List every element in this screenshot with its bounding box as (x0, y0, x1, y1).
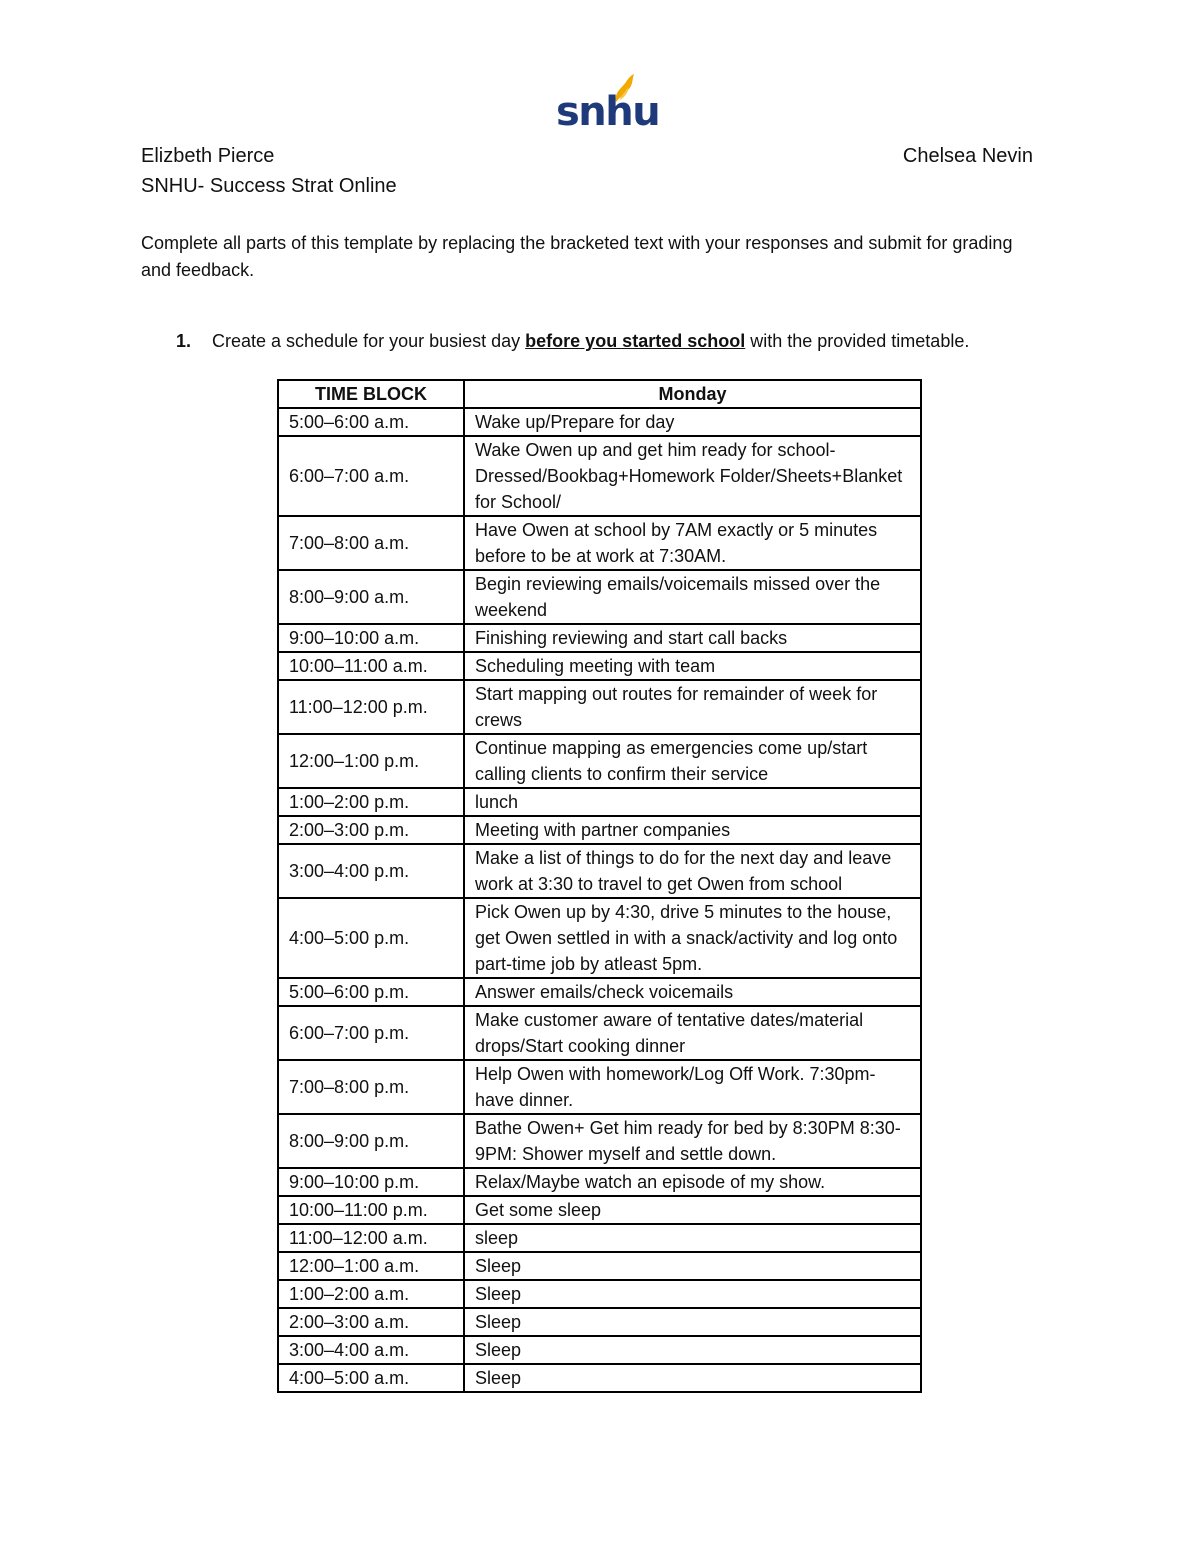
table-row (278, 680, 921, 734)
time-block-cell: 7:00–8:00 a.m. (278, 516, 464, 570)
activity-cell: sleep (464, 1224, 921, 1252)
time-block-cell: 10:00–11:00 a.m. (278, 652, 464, 680)
question-text-after: with the provided timetable. (745, 331, 970, 351)
table-row (278, 624, 921, 652)
time-block-cell: 11:00–12:00 a.m. (278, 1224, 464, 1252)
table-row (278, 1364, 921, 1392)
time-block-cell: 1:00–2:00 p.m. (278, 788, 464, 816)
time-block-cell: 10:00–11:00 p.m. (278, 1196, 464, 1224)
activity-cell: Scheduling meeting with team (464, 652, 921, 680)
question-prompt (176, 329, 969, 353)
table-row (278, 816, 921, 844)
time-block-cell: 5:00–6:00 p.m. (278, 978, 464, 1006)
time-block-cell: 12:00–1:00 p.m. (278, 734, 464, 788)
time-block-cell: 3:00–4:00 a.m. (278, 1336, 464, 1364)
activity-cell: Sleep (464, 1280, 921, 1308)
time-block-cell: 9:00–10:00 p.m. (278, 1168, 464, 1196)
table-row (278, 436, 921, 516)
header-monday: Monday (464, 380, 921, 408)
time-block-cell: 6:00–7:00 p.m. (278, 1006, 464, 1060)
activity-cell: Answer emails/check voicemails (464, 978, 921, 1006)
activity-cell: Pick Owen up by 4:30, drive 5 minutes to the house, get Owen settled in with a snack/activity and log onto part-time job by atleast 5pm. (464, 898, 921, 978)
question-number: 1. (176, 331, 192, 351)
time-block-cell: 3:00–4:00 p.m. (278, 844, 464, 898)
activity-cell: Relax/Maybe watch an episode of my show. (464, 1168, 921, 1196)
activity-cell: Continue mapping as emergencies come up/start calling clients to confirm their service (464, 734, 921, 788)
activity-cell: Make a list of things to do for the next day and leave work at 3:30 to travel to get Owen from school (464, 844, 921, 898)
instructor-name: Chelsea Nevin (902, 145, 1033, 167)
activity-cell: lunch (464, 788, 921, 816)
activity-cell: Sleep (464, 1364, 921, 1392)
table-row (278, 408, 921, 436)
activity-cell: Wake up/Prepare for day (464, 408, 921, 436)
table-row (278, 788, 921, 816)
activity-cell: Sleep (464, 1336, 921, 1364)
time-block-cell: 2:00–3:00 p.m. (278, 816, 464, 844)
activity-cell: Have Owen at school by 7AM exactly or 5 minutes before to be at work at 7:30AM. (464, 516, 921, 570)
time-block-cell: 6:00–7:00 a.m. (278, 436, 464, 516)
question-emphasis: before you started school (525, 331, 746, 351)
table-row (278, 734, 921, 788)
table-row (278, 652, 921, 680)
snhu-logo (556, 70, 660, 135)
logo-wordmark: snhu (556, 89, 660, 135)
time-block-cell: 1:00–2:00 a.m. (278, 1280, 464, 1308)
activity-cell: Sleep (464, 1252, 921, 1280)
table-row (278, 570, 921, 624)
time-block-cell: 9:00–10:00 a.m. (278, 624, 464, 652)
activity-cell: Begin reviewing emails/voicemails missed over the weekend (464, 570, 921, 624)
table-row (278, 1280, 921, 1308)
table-row (278, 1336, 921, 1364)
table-row (278, 1252, 921, 1280)
activity-cell: Bathe Owen+ Get him ready for bed by 8:30PM 8:30-9PM: Shower myself and settle down. (464, 1114, 921, 1168)
table-row (278, 1006, 921, 1060)
time-block-cell: 7:00–8:00 p.m. (278, 1060, 464, 1114)
table-row (278, 1224, 921, 1252)
schedule-table (277, 379, 922, 1393)
time-block-cell: 8:00–9:00 a.m. (278, 570, 464, 624)
table-row (278, 1308, 921, 1336)
activity-cell: Start mapping out routes for remainder of week for crews (464, 680, 921, 734)
table-row (278, 844, 921, 898)
time-block-cell: 8:00–9:00 p.m. (278, 1114, 464, 1168)
time-block-cell: 4:00–5:00 a.m. (278, 1364, 464, 1392)
header-time-block: TIME BLOCK (278, 380, 464, 408)
time-block-cell: 11:00–12:00 p.m. (278, 680, 464, 734)
time-block-cell: 12:00–1:00 a.m. (278, 1252, 464, 1280)
activity-cell: Help Owen with homework/Log Off Work. 7:30pm- have dinner. (464, 1060, 921, 1114)
instructions-text: Complete all parts of this template by replacing the bracketed text with your responses and submit for grading and feedback. (141, 233, 1013, 280)
activity-cell: Meeting with partner companies (464, 816, 921, 844)
table-row (278, 1168, 921, 1196)
time-block-cell: 2:00–3:00 a.m. (278, 1308, 464, 1336)
table-row (278, 1060, 921, 1114)
schedule-body (278, 408, 921, 1392)
table-row (278, 1196, 921, 1224)
activity-cell: Finishing reviewing and start call backs (464, 624, 921, 652)
student-name: Elizbeth Pierce (141, 145, 275, 167)
activity-cell: Get some sleep (464, 1196, 921, 1224)
table-row (278, 1114, 921, 1168)
activity-cell: Wake Owen up and get him ready for school- Dressed/Bookbag+Homework Folder/Sheets+Blanket for School/ (464, 436, 921, 516)
table-row (278, 898, 921, 978)
activity-cell: Sleep (464, 1308, 921, 1336)
question-text-before: Create a schedule for your busiest day (212, 331, 526, 351)
table-row (278, 516, 921, 570)
time-block-cell: 5:00–6:00 a.m. (278, 408, 464, 436)
table-row (278, 978, 921, 1006)
table-header-row (278, 380, 921, 408)
activity-cell: Make customer aware of tentative dates/material drops/Start cooking dinner (464, 1006, 921, 1060)
course-name: SNHU- Success Strat Online (141, 175, 397, 197)
time-block-cell: 4:00–5:00 p.m. (278, 898, 464, 978)
